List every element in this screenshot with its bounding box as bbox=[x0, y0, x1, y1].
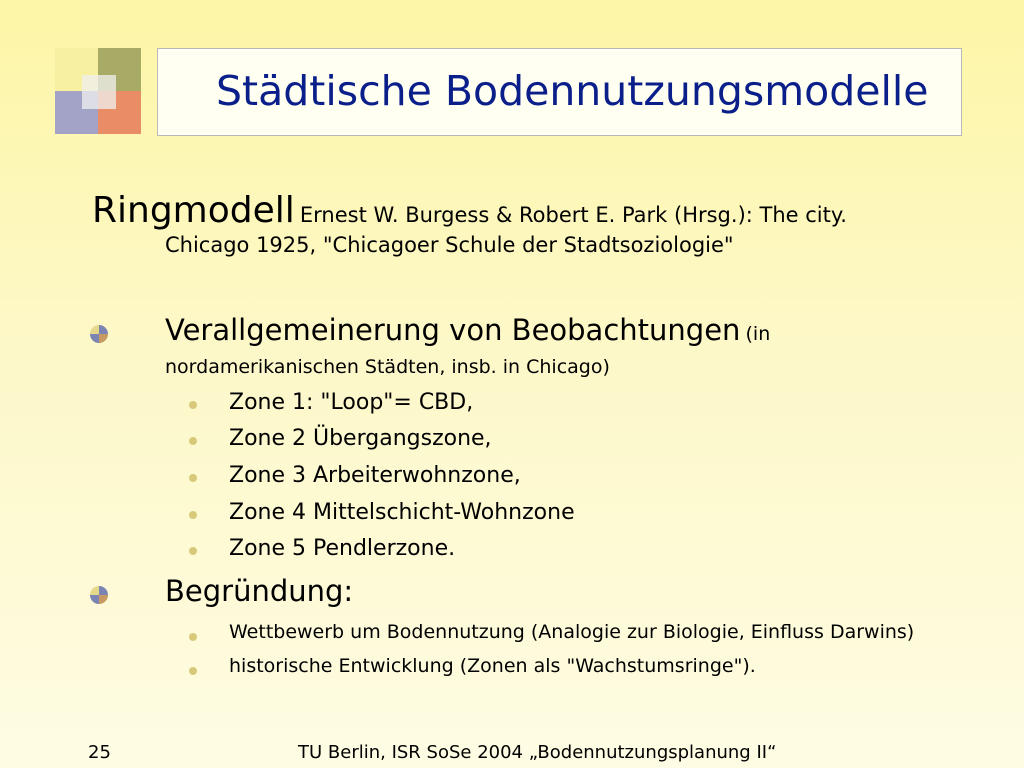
bullet-dot-icon bbox=[189, 437, 197, 445]
bullet-dot-icon bbox=[189, 511, 197, 519]
intro-block bbox=[92, 190, 952, 257]
bullet-dot-icon bbox=[189, 474, 197, 482]
footer-text: TU Berlin, ISR SoSe 2004 „Bodennutzungsplanung II“ bbox=[298, 742, 777, 763]
section-1-heading-line bbox=[165, 313, 770, 347]
list-item: Zone 5 Pendlerzone. bbox=[229, 536, 456, 561]
section-1-note-end: nordamerikanischen Städten, insb. in Chicago) bbox=[165, 356, 610, 378]
intro-source-2: Chicago 1925, "Chicagoer Schule der Stadtsoziologie" bbox=[165, 233, 734, 257]
quadrant-bullet-icon bbox=[90, 586, 108, 604]
section-1-note-start: (in bbox=[745, 323, 771, 345]
list-item: Zone 1: "Loop"= CBD, bbox=[229, 390, 474, 415]
logo-square-center bbox=[82, 75, 116, 109]
bullet-dot-icon bbox=[189, 547, 197, 555]
bullet-dot-icon bbox=[189, 401, 197, 409]
logo-squares bbox=[55, 48, 145, 138]
list-item: Zone 4 Mittelschicht-Wohnzone bbox=[229, 500, 575, 525]
quadrant-bullet-icon bbox=[90, 325, 108, 343]
intro-source-1: Ernest W. Burgess & Robert E. Park (Hrsg.): The city. bbox=[299, 203, 847, 227]
list-item: historische Entwicklung (Zonen als "Wachstumsringe"). bbox=[229, 655, 756, 677]
section-1-heading: Verallgemeinerung von Beobachtungen bbox=[165, 313, 741, 347]
section-2-heading: Begründung: bbox=[165, 574, 354, 608]
bullet-dot-icon bbox=[189, 633, 197, 641]
bullet-dot-icon bbox=[189, 667, 197, 675]
page-number: 25 bbox=[88, 742, 111, 763]
section-2-heading-line bbox=[165, 574, 353, 608]
list-item: Zone 2 Übergangszone, bbox=[229, 426, 492, 451]
slide-title: Städtische Bodennutzungsmodelle bbox=[216, 67, 929, 115]
intro-line-1 bbox=[92, 190, 952, 231]
list-item: Wettbewerb um Bodennutzung (Analogie zur Biologie, Einfluss Darwins) bbox=[229, 621, 915, 643]
intro-heading: Ringmodell bbox=[92, 190, 295, 231]
list-item: Zone 3 Arbeiterwohnzone, bbox=[229, 463, 521, 488]
title-box bbox=[157, 48, 962, 136]
